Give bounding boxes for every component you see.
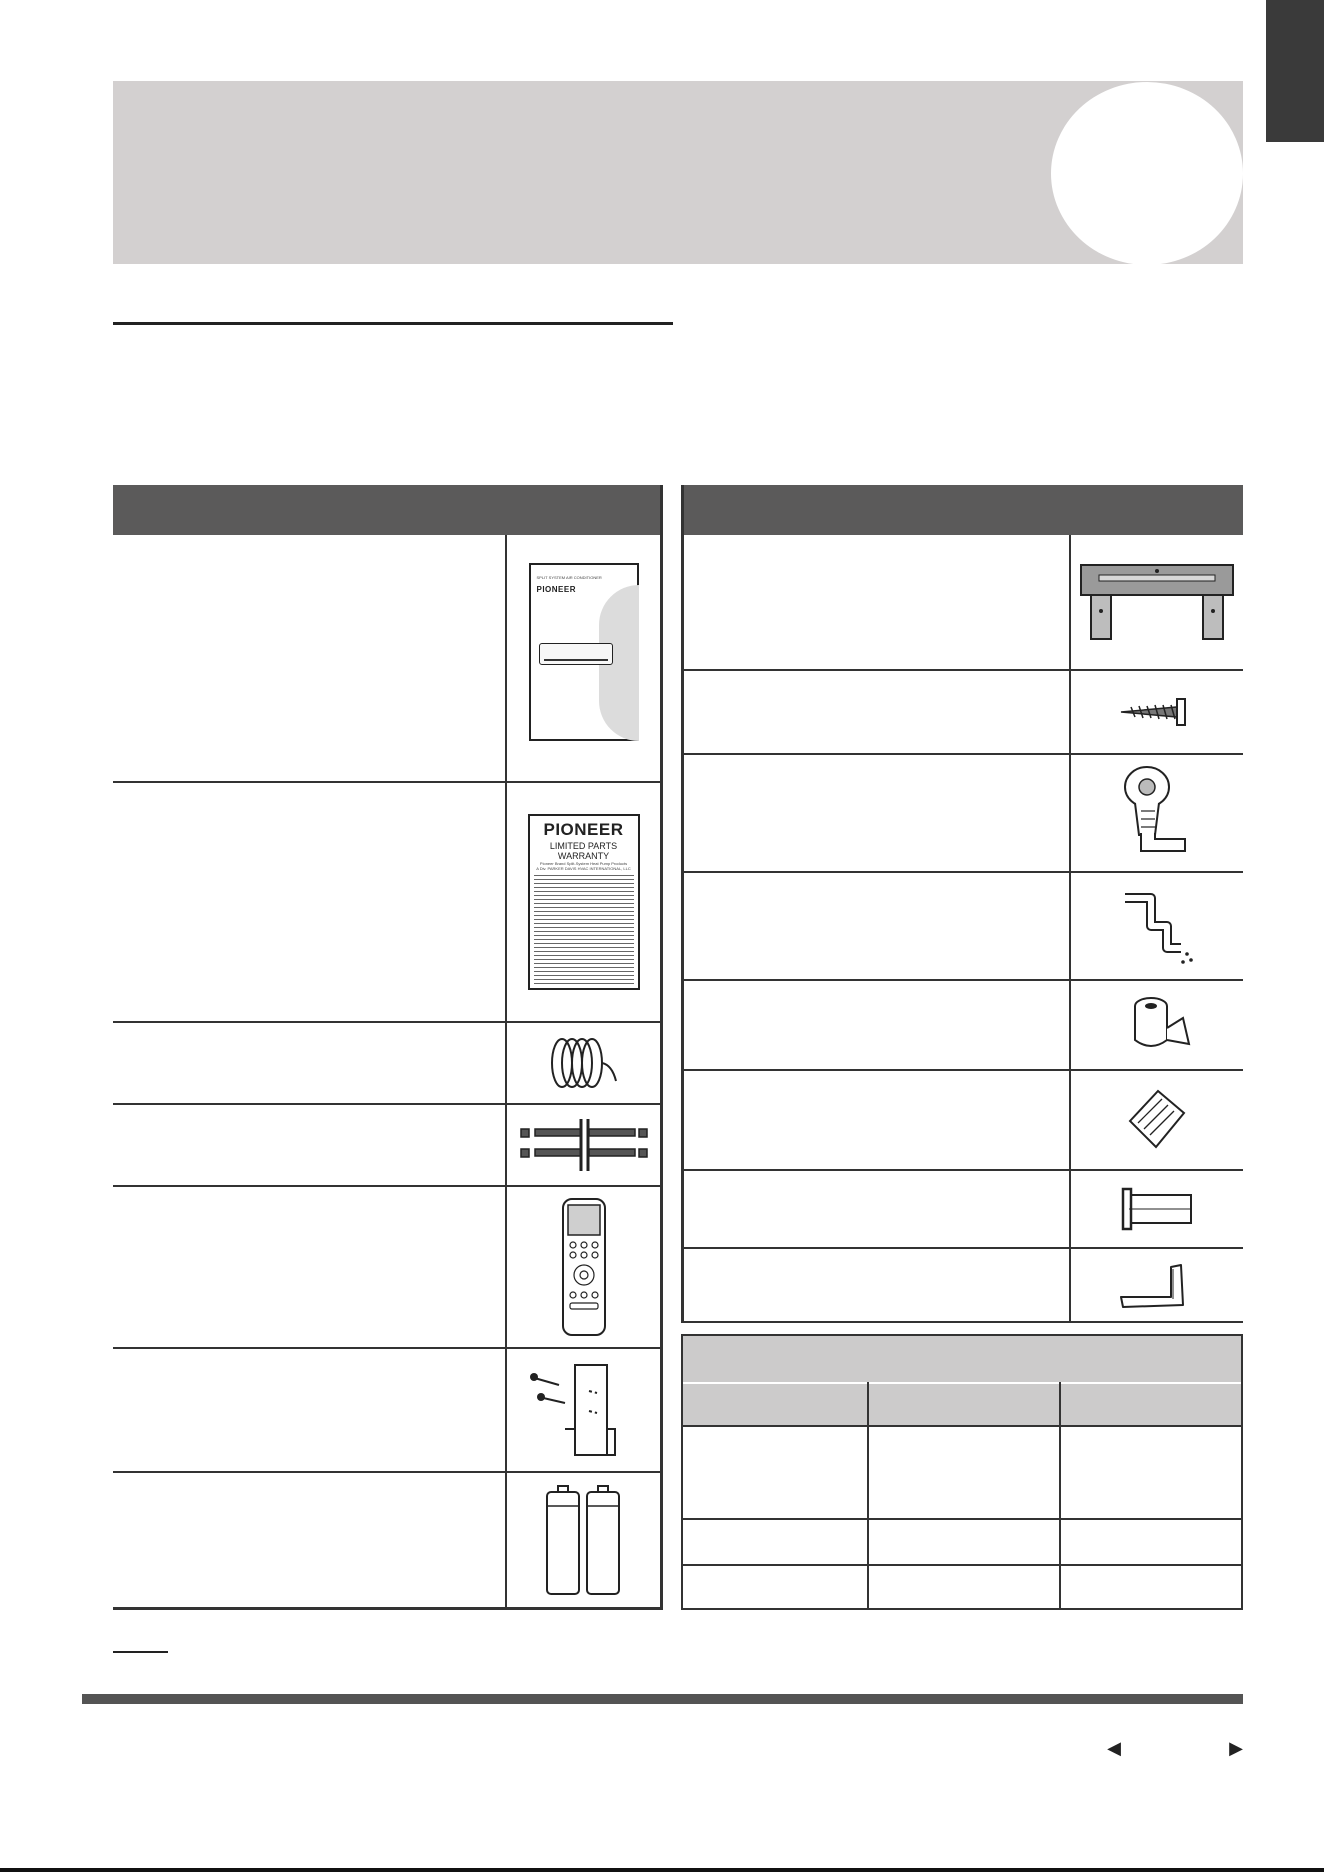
- row-divider: [683, 1518, 1241, 1520]
- warranty-fine-print: [534, 875, 634, 987]
- connecting-pipes-image: [507, 1105, 660, 1185]
- drain-joint-image: [1071, 755, 1243, 871]
- cable-coil-image: [507, 1023, 660, 1103]
- remote-control-icon: [559, 1197, 609, 1337]
- mounting-plate-icon: [1077, 561, 1237, 643]
- chapter-tab: [1266, 0, 1324, 142]
- specification-table: [681, 1334, 1243, 1610]
- owner-manual-image: [507, 535, 660, 769]
- wall-sleeve-image: [1071, 1171, 1243, 1247]
- hex-wrench-icon: [1117, 1261, 1197, 1311]
- booklet-header-text: SPLIT SYSTEM AIR CONDITIONER: [536, 575, 602, 580]
- manual-booklet: [529, 563, 639, 741]
- panel-bottom-border: [684, 1321, 1243, 1323]
- screw-image: [1071, 671, 1243, 753]
- drain-joint-icon: [1117, 763, 1197, 863]
- insulation-tape-image: [1071, 981, 1243, 1069]
- triangle-right-icon[interactable]: ▶: [1229, 1738, 1243, 1758]
- section-title-underline: [113, 322, 673, 325]
- sealing-putty-image: [1071, 1071, 1243, 1169]
- putty-pack-icon: [1122, 1085, 1192, 1155]
- mounting-plate-image: [1071, 535, 1243, 669]
- coil-icon: [544, 1035, 624, 1091]
- warranty-title: LIMITED PARTS WARRANTY: [549, 841, 618, 861]
- note-underline: [113, 1651, 168, 1653]
- drain-hose-icon: [1117, 886, 1197, 966]
- accessories-panel-left: [113, 485, 663, 1610]
- remote-holder-image: [507, 1349, 660, 1471]
- batteries-image: [507, 1473, 660, 1607]
- panel-header: [684, 485, 1243, 535]
- drain-hose-image: [1071, 873, 1243, 979]
- chapter-badge: [1051, 82, 1243, 265]
- warranty-card-image: [507, 783, 660, 1021]
- warranty-card: [528, 814, 640, 990]
- warranty-subtitle-1: Pioneer Brand Split-System Heat Pump Products: [539, 861, 628, 866]
- pipe-assembly-icon: [519, 1117, 649, 1173]
- column-divider: [1059, 1382, 1061, 1608]
- row-divider: [683, 1564, 1241, 1566]
- tape-roll-icon: [1117, 992, 1197, 1058]
- battery-icon: [539, 1482, 629, 1598]
- indoor-unit-drawing: [539, 643, 613, 665]
- remote-control-image: [507, 1187, 660, 1347]
- triangle-left-icon[interactable]: ◀: [1107, 1738, 1121, 1758]
- warranty-subtitle-2: A Div. PARKER DAVIS HVAC INTERNATIONAL, LLC: [536, 866, 631, 871]
- panel-header: [113, 485, 660, 535]
- accessories-panel-right: [681, 485, 1243, 1323]
- column-divider: [867, 1382, 869, 1608]
- table-column-headers: [683, 1382, 1241, 1425]
- booklet-brand: PIONEER: [536, 585, 577, 594]
- warranty-brand: PIONEER: [543, 820, 624, 839]
- screw-icon: [1117, 697, 1197, 727]
- remote-holder-icon: [529, 1355, 639, 1465]
- footer-rule: [82, 1694, 1243, 1704]
- wall-sleeve-icon: [1117, 1187, 1197, 1231]
- row-divider: [683, 1425, 1241, 1427]
- page-edge-line: [0, 1868, 1324, 1872]
- table-title-header: [683, 1336, 1241, 1382]
- hex-wrench-image: [1071, 1249, 1243, 1323]
